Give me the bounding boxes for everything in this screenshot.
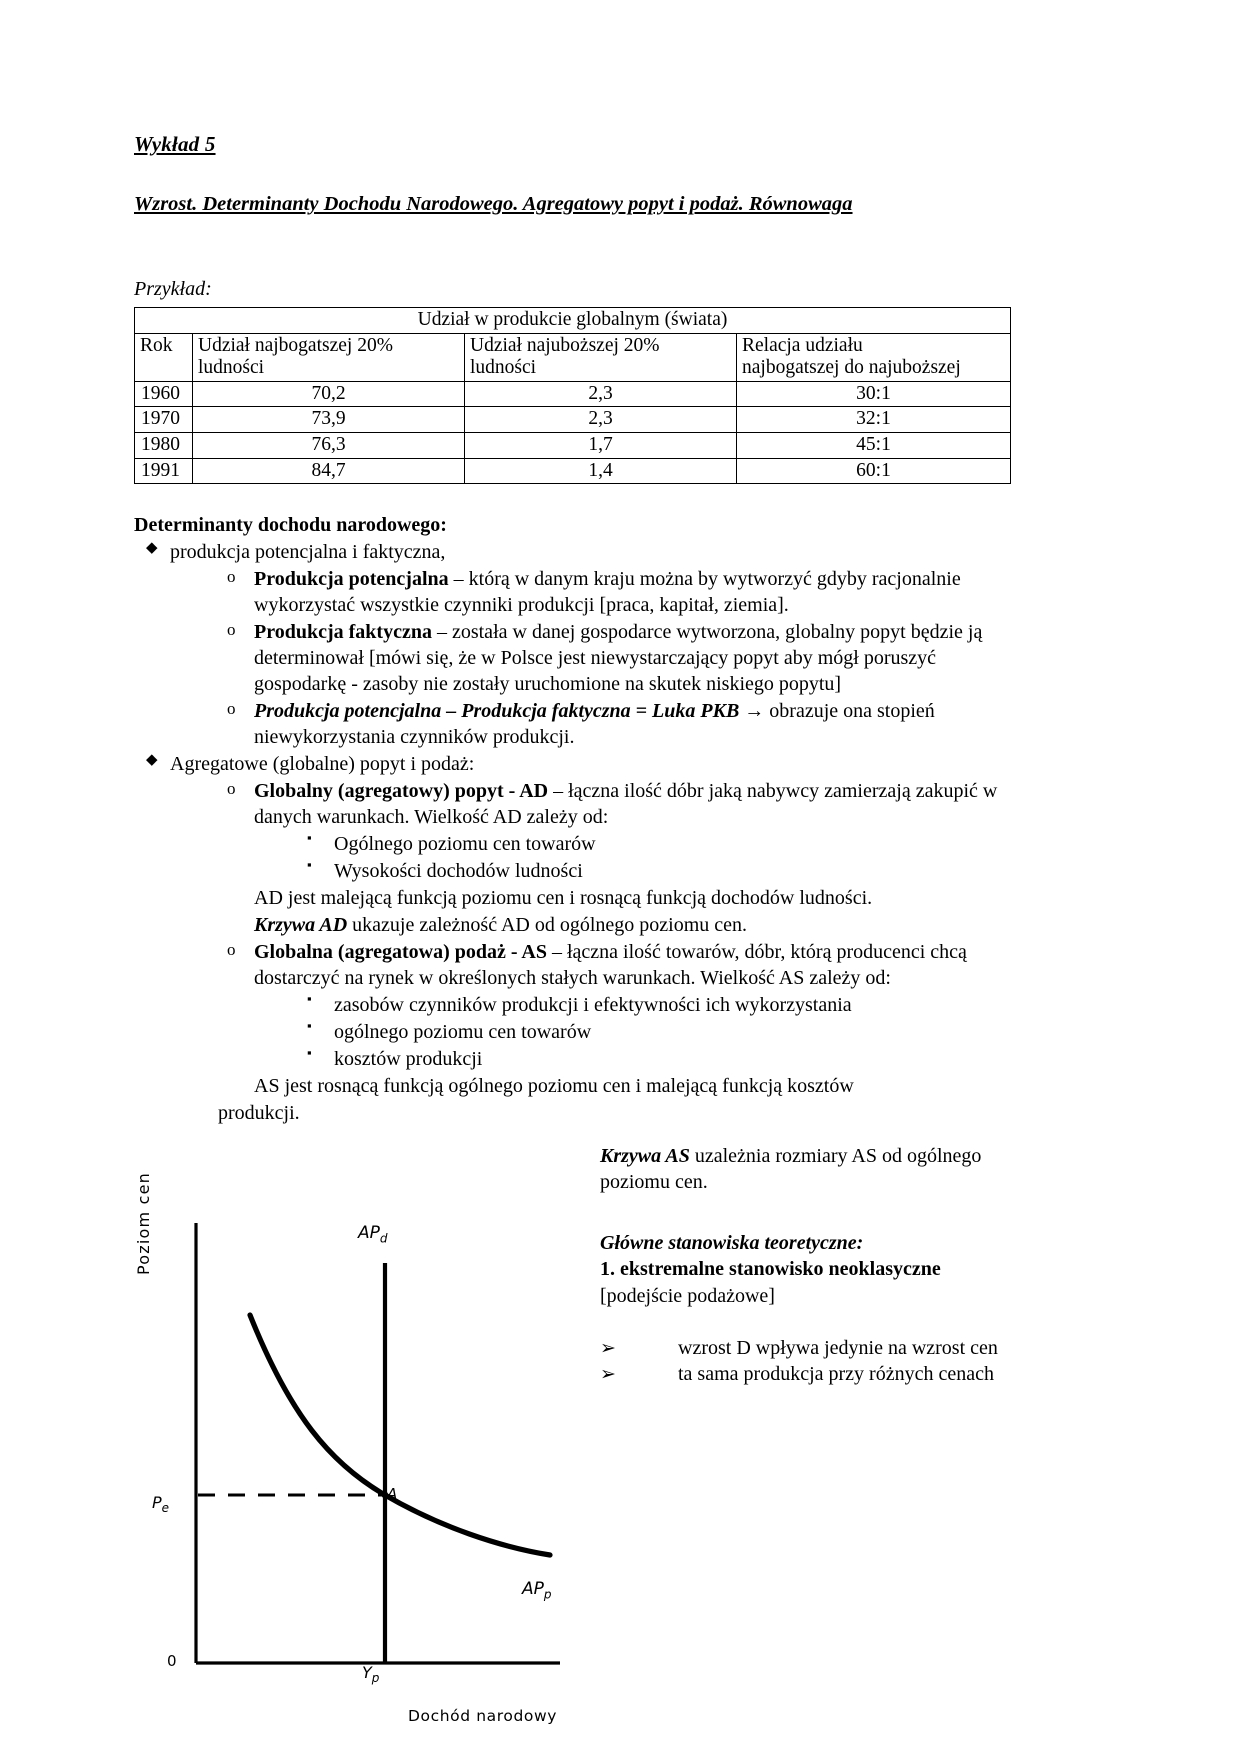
term-potential-production: Produkcja potencjalna	[254, 568, 449, 591]
square-bullet-icon: ▪	[307, 857, 312, 873]
position-one-rest: [podejście podażowe]	[600, 1284, 775, 1307]
list-item-gdp-gap	[134, 698, 1014, 750]
list-item-label: produkcja potencjalna i faktyczna,	[170, 541, 446, 564]
note-ad-function: AD jest malejącą funkcją poziomu cen i rosnącą funkcją dochodów ludności.	[254, 887, 873, 910]
cell-ratio: 30:1	[737, 381, 1011, 407]
arrow-item-1-text: wzrost D wpływa jedynie na wzrost cen	[678, 1336, 998, 1359]
term-aggregate-demand: Globalny (agregatowy) popyt - AD	[254, 780, 549, 803]
cell-richest: 84,7	[193, 458, 465, 484]
circle-bullet-icon: o	[227, 567, 236, 587]
bottom-zone	[0, 1135, 1240, 1754]
list-item-aggregate-supply	[134, 939, 1014, 991]
cell-year: 1991	[135, 458, 193, 484]
arrow-item-2-text: ta sama produkcja przy różnych cenach	[678, 1363, 994, 1386]
header-poorest-line2: ludności	[470, 357, 537, 379]
right-column	[600, 1143, 1000, 1388]
chart-label-yp	[362, 1663, 379, 1685]
chart-y-axis-label: Poziom cen	[134, 1172, 153, 1275]
cell-ratio: 32:1	[737, 407, 1011, 433]
cell-richest: 70,2	[193, 381, 465, 407]
chart-label-pe-text: P	[152, 1493, 162, 1512]
text-actual-production: – została w danej gospodarce wytworzona, globalny popyt będzie ją determinował [mówi się, że w Polsce jest niewystarczający popyt aby mógł poruszyć gospodarkę - zasoby nie zostały uruchomione na skutek niskiego popytu]	[254, 621, 983, 696]
list-item-aggregate	[134, 751, 1014, 777]
cell-ratio: 60:1	[737, 458, 1011, 484]
square-bullet-icon: ▪	[307, 1045, 312, 1061]
global-product-share-table	[134, 307, 1011, 484]
chart-x-axis-label: Dochód narodowy	[408, 1707, 558, 1725]
note-as-function-line2: produkcji.	[218, 1102, 300, 1125]
cell-richest: 73,9	[193, 407, 465, 433]
header-ratio-line1: Relacja udziału	[742, 334, 863, 356]
spacer	[600, 1309, 1000, 1335]
subject-title-wrap	[134, 193, 1014, 278]
list-item-potential-production	[134, 566, 1014, 618]
list-item-ad-factor	[134, 858, 1014, 884]
text-potential-production: – którą w danym kraju można by wytworzyć gdyby racjonalnie wykorzystać wszystkie czynniki produkcji [praca, kapitał, ziemia].	[254, 568, 961, 617]
header-poorest	[465, 333, 737, 381]
table-row	[135, 381, 1011, 407]
term-ad-curve: Krzywa AD	[254, 914, 348, 937]
cell-year: 1980	[135, 433, 193, 459]
cell-richest: 76,3	[193, 433, 465, 459]
cell-year: 1960	[135, 381, 193, 407]
chart-label-app	[522, 1579, 552, 1601]
cell-poorest: 2,3	[465, 407, 737, 433]
header-poorest-line1: Udział najuboższej 20%	[470, 334, 660, 356]
header-richest-line1: Udział najbogatszej 20%	[198, 334, 393, 356]
table-caption: Udział w produkcie globalnym (świata)	[135, 308, 1011, 334]
cell-poorest: 2,3	[465, 381, 737, 407]
header-richest	[193, 333, 465, 381]
chart-label-app-sub: p	[543, 1587, 552, 1602]
circle-bullet-icon: o	[227, 940, 236, 960]
positions-heading-text: Główne stanowiska teoretyczne:	[600, 1231, 864, 1254]
header-ratio-line2: najbogatszej do najuboższej	[742, 357, 961, 379]
list-item-actual-production	[134, 619, 1014, 697]
list-item-aggregate-demand	[134, 778, 1014, 830]
header-year: Rok	[135, 333, 193, 381]
text-ad-curve: ukazuje zależność AD od ogólnego poziomu cen.	[347, 914, 748, 937]
table-header-row	[135, 333, 1011, 381]
square-bullet-icon: ▪	[307, 1018, 312, 1034]
list-item-production	[134, 539, 1014, 565]
text-aggregate-supply: – łączna ilość towarów, dóbr, którą producenci chcą dostarczyć na rynek w określonych stałych warunkach. Wielkość AS zależy od:	[254, 941, 967, 990]
chart-label-apd-sub: d	[379, 1231, 388, 1246]
list-item-label: ogólnego poziomu cen towarów	[334, 1021, 592, 1044]
list-item-as-factor	[134, 1046, 1014, 1072]
term-as-curve: Krzywa AS	[600, 1145, 690, 1167]
subject-title: Wzrost. Determinanty Dochodu Narodowego. Agregatowy popyt i podaż. Równowaga	[134, 193, 853, 215]
note-as-function-line1: AS jest rosnącą funkcją ogólnego poziomu cen i malejącą funkcją kosztów	[254, 1075, 854, 1098]
cell-poorest: 1,7	[465, 433, 737, 459]
text-aggregate-demand: – łączna ilość dóbr jaką nabywcy zamierzają zakupić w danych warunkach. Wielkość AD zależy od:	[254, 780, 998, 829]
text-gdp-gap: obrazuje ona stopień niewykorzystania czynników produkcji.	[254, 700, 935, 749]
list-item-label: Ogólnego poziomu cen towarów	[334, 833, 596, 856]
cell-ratio: 45:1	[737, 433, 1011, 459]
determinants-heading: Determinanty dochodu narodowego:	[134, 514, 447, 537]
chart-label-app-text: AP	[522, 1579, 544, 1599]
formula-gdp-gap: Produkcja potencjalna – Produkcja faktyczna = Luka PKB	[254, 700, 740, 723]
circle-bullet-icon: o	[227, 620, 236, 640]
diamond-bullet-icon: ◆	[146, 752, 158, 769]
term-actual-production: Produkcja faktyczna	[254, 621, 432, 644]
circle-bullet-icon: o	[227, 779, 236, 799]
text-as-curve: uzależnia rozmiary AS od ogólnego poziomu cen.	[600, 1145, 982, 1194]
position-one	[600, 1256, 1000, 1309]
arrow-item-1	[600, 1335, 1000, 1361]
list-item-as-factor	[134, 1019, 1014, 1045]
square-bullet-icon: ▪	[307, 991, 312, 1007]
cell-poorest: 1,4	[465, 458, 737, 484]
chart-label-yp-text: Y	[362, 1663, 372, 1682]
ad-as-chart	[134, 1155, 610, 1745]
diamond-bullet-icon: ◆	[146, 540, 158, 557]
chart-label-origin: 0	[167, 1652, 177, 1670]
chart-label-apd-text: AP	[358, 1223, 380, 1243]
arrow-bullet-icon: ➢	[600, 1336, 616, 1359]
lecture-title-wrap	[134, 132, 1014, 193]
right-arrow-icon: →	[744, 700, 765, 723]
list-item-label: Wysokości dochodów ludności	[334, 860, 583, 883]
lecture-title: Wykład 5	[134, 132, 216, 156]
square-bullet-icon: ▪	[307, 830, 312, 846]
arrow-item-2	[600, 1361, 1000, 1387]
chart-label-yp-sub: p	[371, 1671, 380, 1686]
chart-label-pe-sub: e	[161, 1501, 170, 1516]
header-ratio	[737, 333, 1011, 381]
chart-label-pe	[152, 1493, 169, 1515]
header-richest-line2: ludności	[198, 357, 265, 379]
chart-series-app-curve	[250, 1315, 550, 1555]
list-item-label: zasobów czynników produkcji i efektywności ich wykorzystania	[334, 994, 852, 1017]
spacer	[600, 1196, 1000, 1230]
arrow-bullet-icon: ➢	[600, 1363, 616, 1386]
list-item-as-factor	[134, 992, 1014, 1018]
page-content	[134, 132, 1014, 1127]
table-row	[135, 407, 1011, 433]
table-row	[135, 458, 1011, 484]
list-item-ad-factor	[134, 831, 1014, 857]
position-one-bold: 1. ekstremalne stanowisko neoklasyczne	[600, 1258, 941, 1281]
table-row	[135, 433, 1011, 459]
table-caption-row	[135, 308, 1011, 334]
circle-bullet-icon: o	[227, 699, 236, 719]
term-aggregate-supply: Globalna (agregatowa) podaż - AS	[254, 941, 547, 964]
example-label: Przykład:	[134, 278, 212, 300]
cell-year: 1970	[135, 407, 193, 433]
positions-heading	[600, 1230, 1000, 1256]
as-curve-paragraph	[600, 1143, 1000, 1196]
note-ad-curve	[134, 912, 1014, 938]
list-item-label: Agregatowe (globalne) popyt i podaż:	[170, 753, 475, 776]
list-item-label: kosztów produkcji	[334, 1048, 483, 1071]
chart-label-equilibrium-a: A	[387, 1485, 398, 1503]
chart-label-apd	[358, 1223, 388, 1245]
